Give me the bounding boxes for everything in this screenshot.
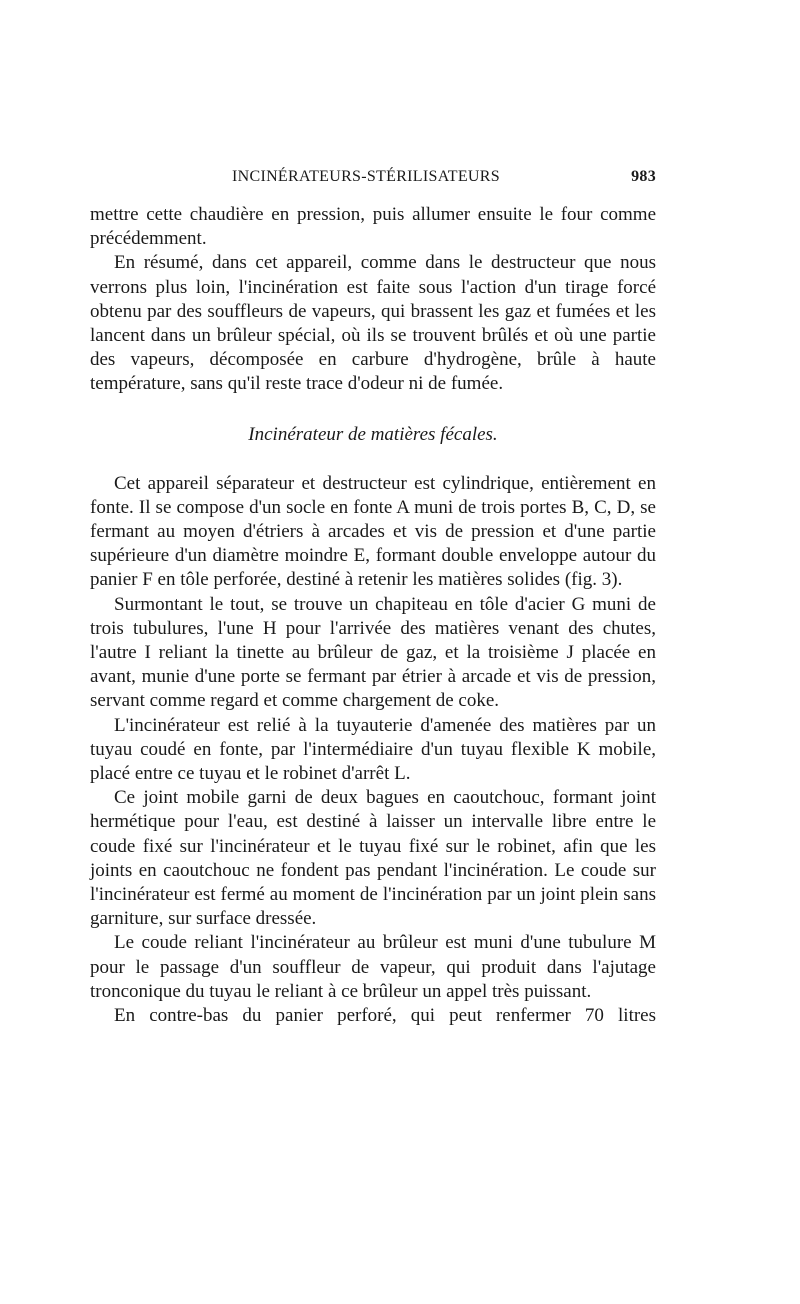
text-block xyxy=(90,203,656,1028)
paragraph: L'incinérateur est relié à la tuyauterie d'amenée des matières par un tuyau coudé en fonte, par l'intermédiaire d'un tuyau flexible K mobile, placé entre ce tuyau et le robinet d'arrêt L. xyxy=(90,714,656,785)
running-head xyxy=(90,168,656,192)
page-number: 983 xyxy=(631,168,656,185)
paragraph: Ce joint mobile garni de deux bagues en caoutchouc, formant joint hermétique pour l'eau, est destiné à laisser un intervalle libre entre le coude fixé sur l'incinérateur et le tuyau fixé sur le robinet, afin que les joints en caoutchouc ne fondent pas pendant l'incinération. Le coude sur l'incinérateur est fermé au moment de l'incinération par un joint plein sans garniture, sur surface dressée. xyxy=(90,787,656,930)
paragraph-continued: mettre cette chaudière en pression, puis allumer ensuite le four comme précédemment. xyxy=(90,204,656,250)
running-title: INCINÉRATEURS-STÉRILISATEURS xyxy=(232,168,500,185)
section-title: Incinérateur de matières fécales. xyxy=(248,423,498,445)
paragraph-continues: En contre-bas du panier perforé, qui peut renfermer 70 litres xyxy=(114,1005,656,1027)
paragraph: Le coude reliant l'incinérateur au brûleur est muni d'une tubulure M pour le passage d'un souffleur de vapeur, qui produit dans l'ajutage tronconique du tuyau le reliant à ce brûleur un appel très puissant. xyxy=(90,932,656,1002)
paragraph: Cet appareil séparateur et destructeur est cylindrique, entièrement en fonte. Il se compose d'un socle en fonte A muni de trois portes B, C, D, se fermant au moyen d'étriers à arcades et vis de pression et d'une partie supérieure d'un diamètre moindre E, formant double enveloppe autour du panier F en tôle perforée, destiné à retenir les matières solides (fig. 3). xyxy=(90,472,656,591)
paragraph: Surmontant le tout, se trouve un chapiteau en tôle d'acier G muni de trois tubulures, l'une H pour l'arrivée des matières venant des chutes, l'autre I reliant la tinette au brûleur de gaz, et la troisième J placée en avant, munie d'une porte se fermant par étrier à arcade et vis de pression, servant comme regard et comme chargement de coke. xyxy=(90,593,656,712)
paragraph: En résumé, dans cet appareil, comme dans le destructeur que nous verrons plus loin, l'incinération est faite sous l'action d'un tirage forcé obtenu par des souffleurs de vapeurs, qui brassent les gaz et fumées et les lancent dans un brûleur spécial, où ils se trouvent brûlés et où une partie des vapeurs, décomposée en carbure d'hydrogène, brûle à haute température, sans qu'il reste trace d'odeur ni de fumée. xyxy=(90,252,656,395)
